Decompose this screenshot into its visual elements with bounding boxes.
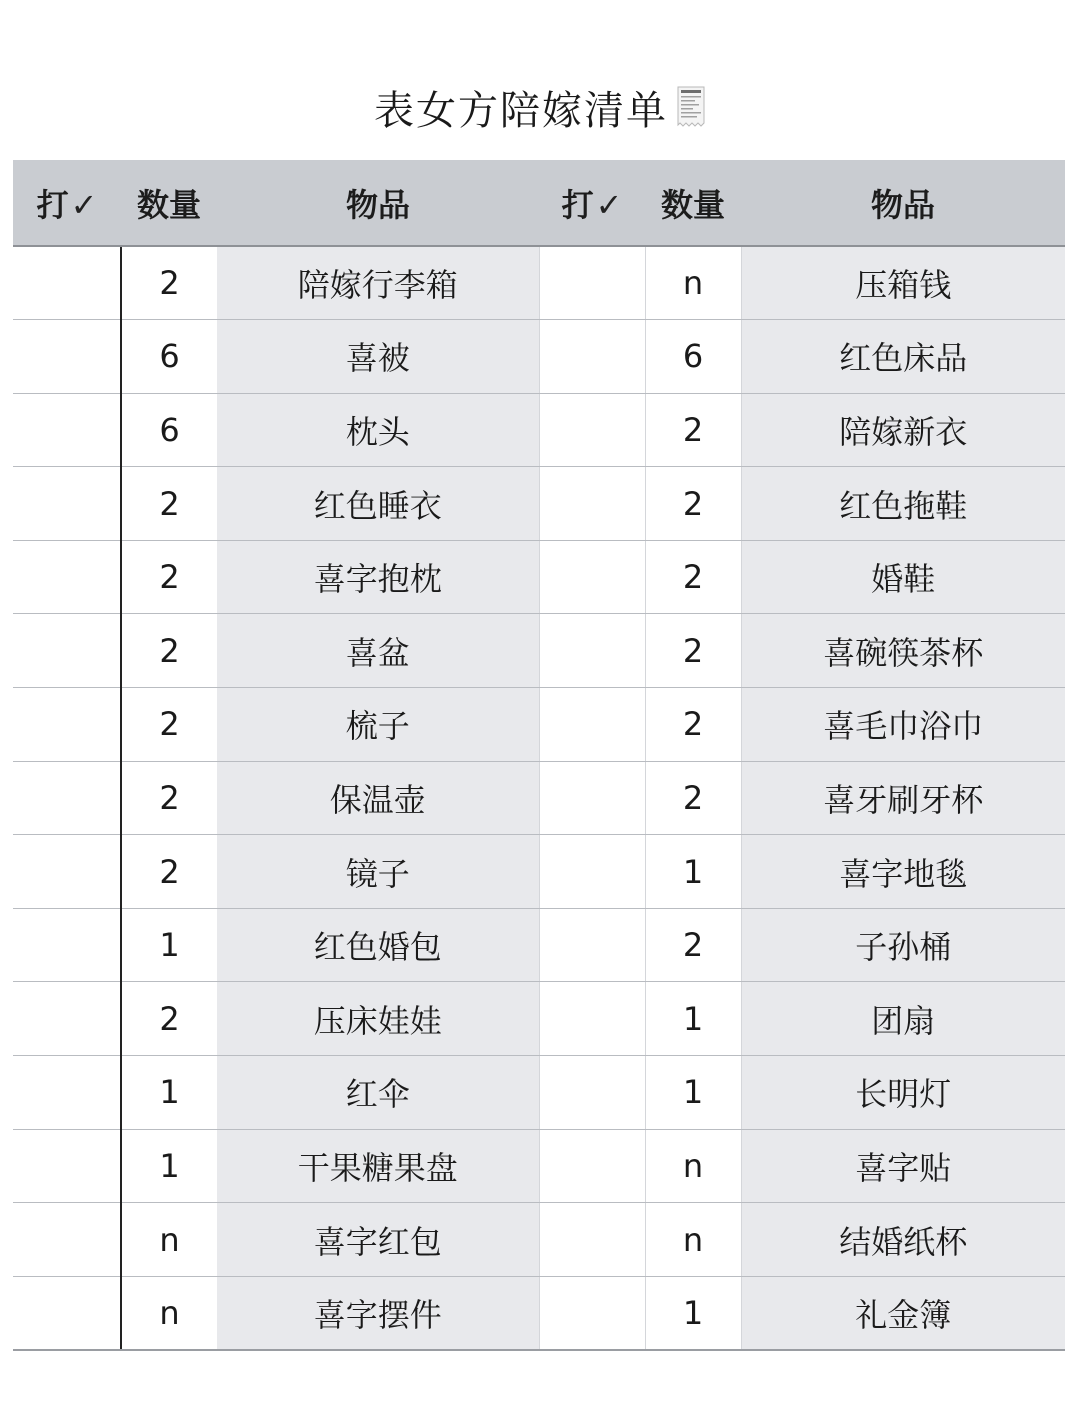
item-cell-left: 干果糖果盘 (217, 1129, 539, 1203)
check-cell-left[interactable] (13, 761, 121, 835)
qty-cell-right: 2 (645, 761, 741, 835)
qty-cell-right: 2 (645, 540, 741, 614)
qty-cell-right: n (645, 246, 741, 320)
header-check-label: 打 (561, 185, 594, 224)
item-cell-left: 梳子 (217, 688, 539, 762)
qty-cell-right: 2 (645, 908, 741, 982)
item-cell-right: 红色床品 (741, 320, 1065, 394)
qty-cell-left: 1 (121, 1056, 217, 1130)
item-cell-right: 喜碗筷茶杯 (741, 614, 1065, 688)
qty-cell-right: n (645, 1129, 741, 1203)
item-cell-left: 红色睡衣 (217, 467, 539, 541)
table-body (13, 246, 1065, 1350)
check-cell-right[interactable] (539, 320, 645, 394)
item-cell-right: 喜字贴 (741, 1129, 1065, 1203)
header-item-left: 物品 (217, 160, 539, 246)
qty-cell-left: 2 (121, 540, 217, 614)
receipt-icon (676, 85, 706, 129)
qty-cell-left: 2 (121, 246, 217, 320)
item-cell-right: 子孙桶 (741, 908, 1065, 982)
table-row (13, 393, 1065, 467)
check-cell-left[interactable] (13, 1203, 121, 1277)
item-cell-right: 喜毛巾浴巾 (741, 688, 1065, 762)
header-check-label: 打 (36, 185, 69, 224)
item-cell-left: 喜字红包 (217, 1203, 539, 1277)
item-cell-left: 喜字摆件 (217, 1276, 539, 1350)
qty-cell-right: 6 (645, 320, 741, 394)
header-row (13, 160, 1065, 246)
check-cell-left[interactable] (13, 614, 121, 688)
item-cell-left: 保温壶 (217, 761, 539, 835)
check-cell-right[interactable] (539, 761, 645, 835)
item-cell-right: 喜字地毯 (741, 835, 1065, 909)
item-cell-right: 红色拖鞋 (741, 467, 1065, 541)
item-cell-right: 长明灯 (741, 1056, 1065, 1130)
item-cell-left: 枕头 (217, 393, 539, 467)
check-cell-right[interactable] (539, 1129, 645, 1203)
check-cell-right[interactable] (539, 540, 645, 614)
header-check-left (13, 160, 121, 246)
check-cell-right[interactable] (539, 1203, 645, 1277)
qty-cell-left: n (121, 1276, 217, 1350)
table-row (13, 467, 1065, 541)
item-cell-left: 喜被 (217, 320, 539, 394)
qty-cell-left: 1 (121, 1129, 217, 1203)
check-cell-left[interactable] (13, 540, 121, 614)
checkmark-icon: ✓ (70, 185, 98, 224)
item-cell-right: 婚鞋 (741, 540, 1065, 614)
check-cell-left[interactable] (13, 982, 121, 1056)
table-row (13, 614, 1065, 688)
item-cell-left: 红色婚包 (217, 908, 539, 982)
item-cell-left: 喜盆 (217, 614, 539, 688)
page-title: 表女方陪嫁清单 (374, 87, 668, 134)
table-row (13, 761, 1065, 835)
qty-cell-left: 2 (121, 761, 217, 835)
table-row (13, 688, 1065, 762)
check-cell-right[interactable] (539, 982, 645, 1056)
qty-cell-right: 1 (645, 1276, 741, 1350)
qty-cell-left: 6 (121, 393, 217, 467)
check-cell-left[interactable] (13, 1276, 121, 1350)
item-cell-right: 喜牙刷牙杯 (741, 761, 1065, 835)
qty-cell-left: 2 (121, 688, 217, 762)
check-cell-right[interactable] (539, 688, 645, 762)
item-cell-right: 礼金簿 (741, 1276, 1065, 1350)
table-row (13, 320, 1065, 394)
header-qty-left: 数量 (121, 160, 217, 246)
checkmark-icon: ✓ (595, 185, 623, 224)
table-row (13, 1129, 1065, 1203)
item-cell-left: 压床娃娃 (217, 982, 539, 1056)
item-cell-left: 陪嫁行李箱 (217, 246, 539, 320)
qty-cell-left: 2 (121, 982, 217, 1056)
item-cell-left: 喜字抱枕 (217, 540, 539, 614)
qty-cell-right: 2 (645, 688, 741, 762)
check-cell-left[interactable] (13, 1056, 121, 1130)
table-row (13, 835, 1065, 909)
check-cell-right[interactable] (539, 246, 645, 320)
table-row (13, 246, 1065, 320)
title-row (0, 72, 1080, 142)
item-cell-right: 压箱钱 (741, 246, 1065, 320)
header-qty-right: 数量 (645, 160, 741, 246)
table-row (13, 1056, 1065, 1130)
check-cell-left[interactable] (13, 908, 121, 982)
check-cell-right[interactable] (539, 1276, 645, 1350)
item-cell-right: 陪嫁新衣 (741, 393, 1065, 467)
table-row (13, 540, 1065, 614)
check-cell-left[interactable] (13, 246, 121, 320)
table-row (13, 908, 1065, 982)
item-cell-right: 结婚纸杯 (741, 1203, 1065, 1277)
dowry-checklist-table (13, 160, 1065, 1351)
item-cell-left: 镜子 (217, 835, 539, 909)
qty-cell-left: 6 (121, 320, 217, 394)
qty-cell-right: 1 (645, 1056, 741, 1130)
qty-cell-left: 2 (121, 467, 217, 541)
header-item-right: 物品 (741, 160, 1065, 246)
item-cell-left: 红伞 (217, 1056, 539, 1130)
check-cell-left[interactable] (13, 835, 121, 909)
qty-cell-right: 1 (645, 982, 741, 1056)
qty-cell-right: 1 (645, 835, 741, 909)
qty-cell-right: 2 (645, 467, 741, 541)
qty-cell-left: n (121, 1203, 217, 1277)
check-cell-left[interactable] (13, 1129, 121, 1203)
check-cell-right[interactable] (539, 908, 645, 982)
check-cell-left[interactable] (13, 393, 121, 467)
table-row (13, 1203, 1065, 1277)
qty-cell-left: 2 (121, 835, 217, 909)
check-cell-right[interactable] (539, 835, 645, 909)
check-cell-right[interactable] (539, 1056, 645, 1130)
check-cell-right[interactable] (539, 467, 645, 541)
item-cell-right: 团扇 (741, 982, 1065, 1056)
qty-cell-right: 2 (645, 614, 741, 688)
header-check-right (539, 160, 645, 246)
qty-cell-left: 1 (121, 908, 217, 982)
qty-cell-right: 2 (645, 393, 741, 467)
qty-cell-right: n (645, 1203, 741, 1277)
table-row (13, 1276, 1065, 1350)
check-cell-left[interactable] (13, 688, 121, 762)
qty-cell-left: 2 (121, 614, 217, 688)
check-cell-right[interactable] (539, 393, 645, 467)
check-cell-right[interactable] (539, 614, 645, 688)
check-cell-left[interactable] (13, 320, 121, 394)
table-row (13, 982, 1065, 1056)
check-cell-left[interactable] (13, 467, 121, 541)
